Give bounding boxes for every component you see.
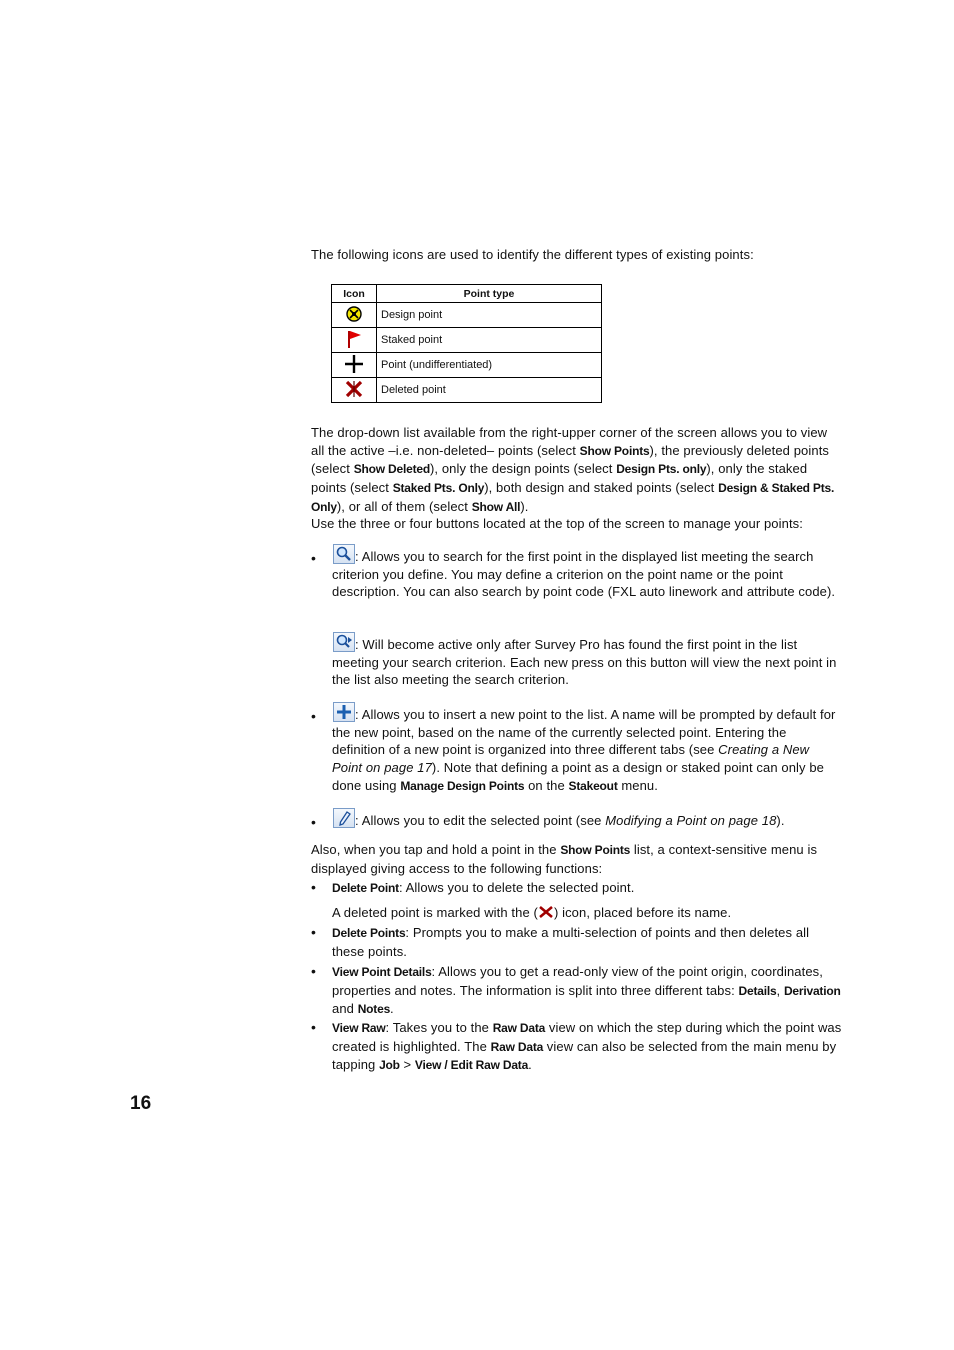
staked-point-flag-icon: [332, 328, 377, 353]
bullet: •: [311, 879, 316, 895]
edit-point-bullet: : Allows you to edit the selected point (see Modifying a Point on page 18).: [332, 808, 842, 830]
point-cross-icon: [332, 353, 377, 378]
search-bullet: : Allows you to search for the first point in the displayed list meeting the search criterion you define. You may define a criterion on the point name or the point description. You can also search by point code (FXL auto linework and attribute code).: [332, 544, 842, 601]
row-label: Design point: [377, 303, 602, 328]
add-icon: [333, 702, 355, 722]
bullet: •: [311, 814, 316, 830]
intro-text: The following icons are used to identify the different types of existing points:: [311, 247, 754, 262]
deleted-point-note: A deleted point is marked with the ( ) icon, placed before its name.: [332, 904, 842, 924]
table-row: [332, 378, 602, 403]
design-point-icon: [332, 303, 377, 328]
view-point-details-item: View Point Details: Allows you to get a read-only view of the point origin, coordinates, properties and notes. The information is split into three different tabs: Details, Derivation and Notes.: [332, 964, 841, 1017]
table-header-row: [332, 285, 602, 303]
view-raw-item: View Raw: Takes you to the Raw Data view on which the step during which the point was created is highlighted. The Raw Data view can also be selected from the main menu by tapping Job > View / Edit Raw Data.: [332, 1020, 842, 1073]
page-number: 16: [130, 1093, 152, 1114]
bullet: •: [311, 550, 316, 566]
delete-point-item: Delete Point: Allows you to delete the selected point.: [332, 880, 635, 895]
table-row: [332, 353, 602, 378]
dropdown-description: The drop-down list available from the right-upper corner of the screen allows you to view all the active –i.e. non-deleted– points (select Show Points), the previously deleted points (select Show Deleted), only the design points (select Design Pts. only), only the staked points (select Staked Pts. Only), both design and staked points (select Design & Staked Pts. Only), or all of them (select Show All).: [311, 425, 835, 514]
search-icon: [333, 544, 355, 564]
bullet: •: [311, 708, 316, 724]
row-label: Point (undifferentiated): [377, 353, 602, 378]
deleted-point-icon: [332, 378, 377, 403]
header-point-type: Point type: [377, 285, 602, 303]
bullet: •: [311, 963, 316, 979]
point-types-table: [331, 284, 602, 403]
table-row: [332, 328, 602, 353]
row-label: Staked point: [377, 328, 602, 353]
search-next-icon: [333, 632, 355, 652]
bullet: •: [311, 924, 316, 940]
deleted-point-icon: [538, 905, 554, 924]
row-label: Deleted point: [377, 378, 602, 403]
buttons-intro: Use the three or four buttons located at the top of the screen to manage your points:: [311, 516, 803, 531]
add-point-bullet: : Allows you to insert a new point to the list. A name will be prompted by default for the new point, based on the name of the currently selected point. Entering the definition of a new point is organized into three different tabs (see Creating a New Point on page 17). Note that defining a point as a design or staked point can only be done using Manage Design Points on the Stakeout menu.: [332, 702, 842, 796]
table-row: [332, 303, 602, 328]
bullet: •: [311, 1019, 316, 1035]
pencil-icon: [333, 808, 355, 828]
context-menu-intro: Also, when you tap and hold a point in the Show Points list, a context-sensitive menu is displayed giving access to the following functions:: [311, 842, 818, 876]
search-next-paragraph: : Will become active only after Survey Pro has found the first point in the list meeting your search criterion. Each new press on this button will view the next point in the list also meeting the search criterion.: [332, 632, 842, 689]
header-icon: Icon: [332, 285, 377, 303]
delete-points-item: Delete Points: Prompts you to make a multi-selection of points and then deletes all these points.: [332, 925, 810, 959]
